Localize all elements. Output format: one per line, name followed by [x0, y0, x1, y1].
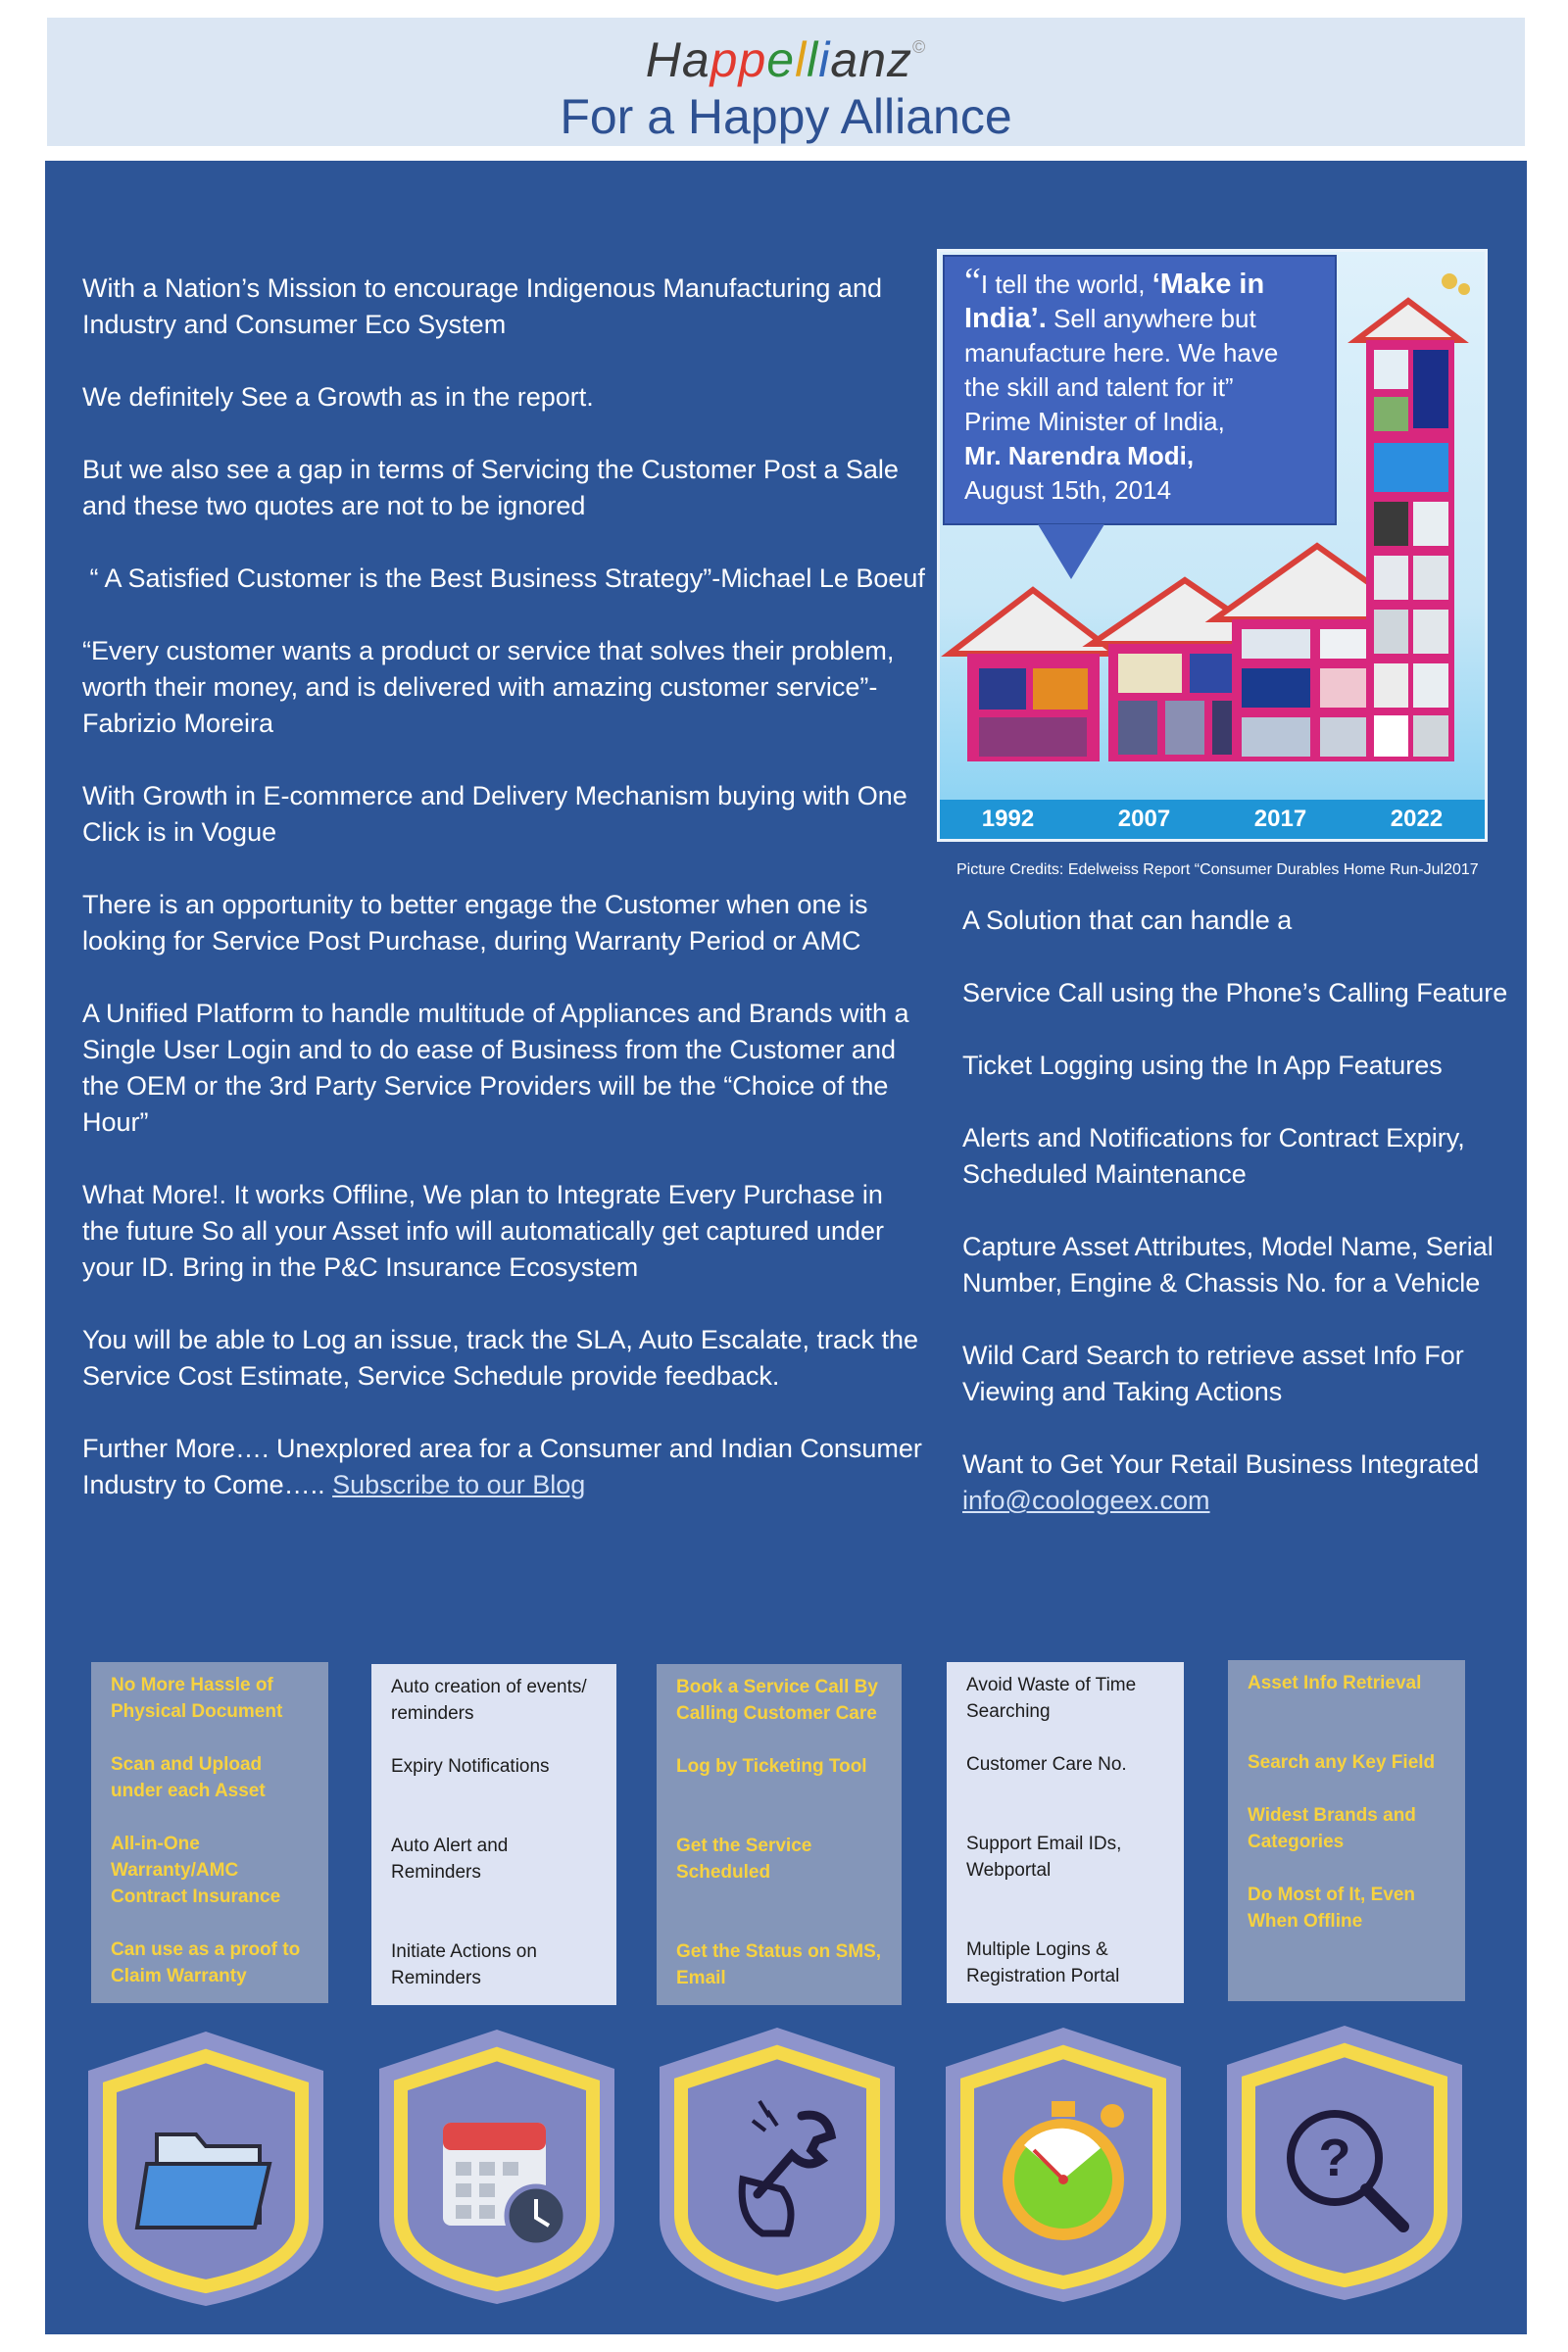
calendar-shield-icon [369, 2025, 624, 2309]
paragraph [82, 1431, 925, 1503]
card-item: No More Hassle of Physical Document [111, 1675, 283, 1722]
paragraph: A Unified Platform to handle multitude of Appliances and Brands with a Single User Login and to do ease of Business from the Customer and the OEM or the 3rd Party Service Providers will be the “Choice of the Hour” [82, 999, 909, 1137]
left-column [82, 270, 925, 1540]
folder-shield-icon [78, 2027, 333, 2311]
paragraph: Alerts and Notifications for Contract Expiry, Scheduled Maintenance [962, 1123, 1465, 1189]
card-item: Support Email IDs, Webportal [966, 1834, 1122, 1881]
subscribe-blog-link[interactable]: Subscribe to our Blog [332, 1470, 586, 1499]
feature-card-documents [91, 1662, 328, 2003]
feature-card-time [947, 1662, 1184, 2003]
wrench-shield-icon [650, 2023, 905, 2307]
pm-quote-box [943, 255, 1337, 525]
year-label: 2007 [1117, 806, 1171, 832]
house-2022-icon [1356, 301, 1460, 761]
card-item: Search any Key Field [1248, 1752, 1436, 1773]
card-item: Expiry Notifications [391, 1756, 550, 1777]
brand-letter: l [795, 32, 808, 87]
paragraph-text: Want to Get Your Retail Business Integrated [962, 1449, 1480, 1479]
card-item: Log by Ticketing Tool [676, 1756, 867, 1777]
right-column [962, 903, 1511, 1555]
stopwatch-shield-icon [936, 2023, 1191, 2307]
brand-letter: i [818, 32, 831, 87]
sun-icon [1442, 273, 1470, 295]
paragraph-text: Further More…. Unexplored area for a Consumer and Indian Consumer Industry to Come….. [82, 1434, 922, 1499]
paragraph: Capture Asset Attributes, Model Name, Serial Number, Engine & Chassis No. for a Vehicle [962, 1232, 1494, 1298]
paragraph: With a Nation’s Mission to encourage Indigenous Manufacturing and Industry and Consumer Eco System [82, 273, 882, 339]
card-item: Widest Brands and Categories [1248, 1805, 1416, 1852]
paragraph: You will be able to Log an issue, track the SLA, Auto Escalate, track the Service Cost Estimate, Service Schedule provide feedback. [82, 1325, 919, 1391]
paragraph: Wild Card Search to retrieve asset Info For Viewing and Taking Actions [962, 1341, 1464, 1406]
main-panel [45, 161, 1527, 2334]
attribution-date: August 15th, 2014 [964, 475, 1172, 505]
picture-credit: Picture Credits: Edelweiss Report “Consumer Durables Home Run-Jul2017 [956, 861, 1479, 878]
paragraph: A Solution that can handle a [962, 906, 1293, 935]
card-item: Book a Service Call By Calling Customer Care [676, 1677, 878, 1724]
brand-letter: a [681, 32, 710, 87]
report-image [937, 249, 1488, 842]
card-item: Auto creation of events/ reminders [391, 1677, 587, 1724]
quote-bold: ‘Make in India’. [964, 269, 1265, 334]
page-header [47, 18, 1525, 146]
paragraph: But we also see a gap in terms of Servicing the Customer Post a Sale and these two quotes are not to be ignored [82, 455, 899, 520]
brand-letter: l [807, 32, 819, 87]
feature-card-reminders [371, 1664, 616, 2005]
tagline: For a Happy Alliance [560, 89, 1012, 144]
card-item: Avoid Waste of Time Searching [966, 1675, 1137, 1722]
card-item: Multiple Logins & Registration Portal [966, 1939, 1120, 1986]
card-item: Can use as a proof to Claim Warranty [111, 1939, 301, 1986]
copyright-mark: © [912, 37, 927, 57]
brand-letter: H [645, 32, 682, 87]
brand-letter: a [830, 32, 859, 87]
paragraph: There is an opportunity to better engage the Customer when one is looking for Service Post Purchase, during Warranty Period or AMC [82, 890, 868, 956]
year-label: 2017 [1253, 806, 1307, 832]
paragraph: Service Call using the Phone’s Calling Feature [962, 978, 1508, 1007]
attribution-name: Mr. Narendra Modi, [964, 441, 1195, 470]
quote-text: Sell anywhere but manufacture here. We have the skill and talent for it” [964, 304, 1279, 402]
quote-paragraph: “Every customer wants a product or service that solves their problem, worth their money, and is delivered with amazing customer service”- Fabrizio Moreira [82, 636, 895, 738]
card-item: Initiate Actions on Reminders [391, 1941, 537, 1988]
card-item: All-in-One Warranty/AMC Contract Insurance [111, 1834, 281, 1907]
paragraph: Ticket Logging using the In App Features [962, 1051, 1443, 1080]
year-label: 2022 [1390, 806, 1444, 832]
card-item: Do Most of It, Even When Offline [1248, 1885, 1415, 1932]
year-label: 1992 [981, 806, 1035, 832]
card-item: Auto Alert and Reminders [391, 1836, 509, 1883]
quote-paragraph: “ A Satisfied Customer is the Best Business Strategy”-Michael Le Boeuf [82, 564, 925, 593]
card-item: Asset Info Retrieval [1248, 1673, 1422, 1693]
paragraph [962, 1446, 1511, 1519]
house-1992-icon [950, 590, 1116, 761]
card-item: Get the Status on SMS, Email [676, 1941, 882, 1988]
feature-card-service [657, 1664, 902, 2005]
quote-mark: “ [964, 261, 981, 302]
quote-text: I tell the world, [980, 270, 1152, 299]
search-help-shield-icon [1217, 2021, 1472, 2305]
brand-letter: p [710, 32, 739, 87]
brand-letter: p [738, 32, 767, 87]
quote-pointer [1038, 524, 1104, 579]
attribution-title: Prime Minister of India, [964, 407, 1225, 436]
paragraph: What More!. It works Offline, We plan to Integrate Every Purchase in the future So all your Asset info will automatically get captured under your ID. Bring in the P&C Insurance Ecosystem [82, 1180, 884, 1282]
brand-letter: n [858, 32, 888, 87]
paragraph: We definitely See a Growth as in the report. [82, 382, 594, 412]
paragraph: With Growth in E-commerce and Delivery Mechanism buying with One Click is in Vogue [82, 781, 907, 847]
feature-card-retrieval [1228, 1660, 1465, 2001]
svg-text:?: ? [1318, 2129, 1351, 2187]
card-item: Get the Service Scheduled [676, 1836, 812, 1883]
contact-email-link[interactable]: info@coologeex.com [962, 1486, 1210, 1515]
card-item: Scan and Upload under each Asset [111, 1754, 266, 1801]
card-item: Customer Care No. [966, 1754, 1127, 1775]
brand-letter: z [887, 32, 913, 87]
brand-letter: e [766, 32, 796, 87]
brand-logo [47, 31, 1525, 88]
years-bar [940, 800, 1485, 839]
